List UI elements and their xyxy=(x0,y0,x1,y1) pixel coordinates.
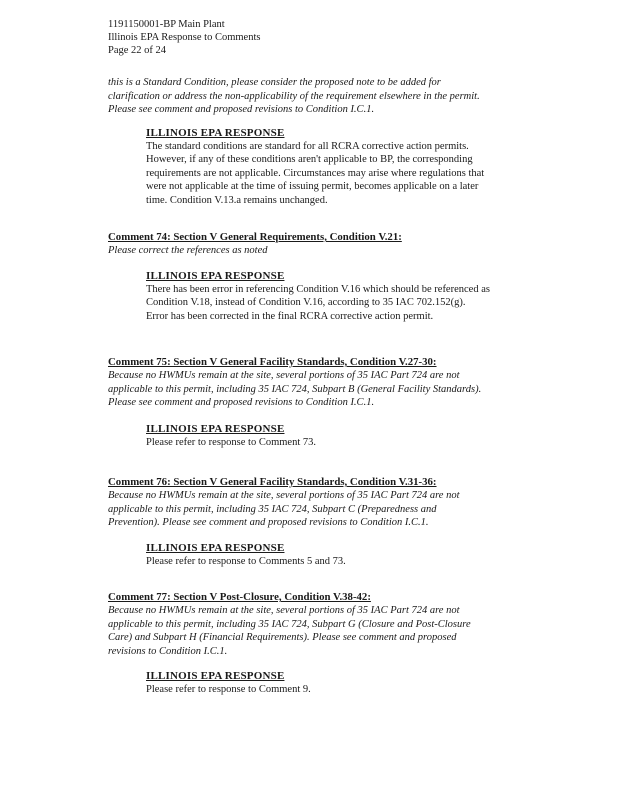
comment-text: this is a Standard Condition, please consider the proposed note to be added for clarification or address the non-applicability of the requirement elsewhere in the permit. Please see comment and proposed revisions to Condition I.C.1. xyxy=(108,77,480,115)
response-text: The standard conditions are standard for all RCRA corrective action permits. However, if any of these conditions aren't applicable to BP, the corresponding requirements are not applicable. Circumstances may arise where regulations that were not applicable at the time of issuing permit, becomes applicable on a later time. Condition V.13.a remains unchanged. xyxy=(146,140,485,206)
comment-74 xyxy=(108,231,558,323)
comment-76 xyxy=(108,476,558,568)
comment-title: Comment 77: Section V Post-Closure, Condition V.38-42: xyxy=(108,591,371,603)
comment-77 xyxy=(108,591,558,697)
response-heading: ILLINOIS EPA RESPONSE xyxy=(146,422,285,435)
comment-title: Comment 76: Section V General Facility Standards, Condition V.31-36: xyxy=(108,476,437,488)
comment-text: Please correct the references as noted xyxy=(108,245,268,256)
epa-response xyxy=(146,670,558,697)
response-heading: ILLINOIS EPA RESPONSE xyxy=(146,126,285,139)
epa-response xyxy=(146,270,558,324)
header-permit-id: 1191150001-BP Main Plant xyxy=(108,19,225,30)
response-heading: ILLINOIS EPA RESPONSE xyxy=(146,269,285,282)
epa-response xyxy=(146,423,558,450)
response-text: Please refer to response to Comment 9. xyxy=(146,684,311,695)
header-doc-title: Illinois EPA Response to Comments xyxy=(108,32,261,43)
page-header xyxy=(108,18,260,57)
response-text: There has been error in referencing Condition V.16 which should be referenced as Condition V.18, instead of Condition V.16, according to 35 IAC 702.152(g). Error has been corrected in the final RCRA corrective action permit. xyxy=(146,283,490,322)
header-page-number: Page 22 of 24 xyxy=(108,45,167,56)
response-heading: ILLINOIS EPA RESPONSE xyxy=(146,670,285,682)
comment-73-continuation xyxy=(108,76,548,207)
response-text: Please refer to response to Comment 73. xyxy=(146,436,316,448)
response-heading: ILLINOIS EPA RESPONSE xyxy=(146,541,285,554)
comment-text: Because no HWMUs remain at the site, several portions of 35 IAC Part 724 are not applicable to this permit, including 35 IAC 724, Subpart C (Preparedness and Prevention). Please see comment and proposed revisions to Condition I.C.1. xyxy=(108,490,460,528)
response-text: Please refer to response to Comments 5 and 73. xyxy=(146,555,346,567)
comment-title: Comment 74: Section V General Requirements, Condition V.21: xyxy=(108,231,402,243)
comment-title: Comment 75: Section V General Facility Standards, Condition V.27-30: xyxy=(108,356,437,368)
comment-75 xyxy=(108,356,558,449)
epa-response xyxy=(146,127,548,208)
comment-text: Because no HWMUs remain at the site, several portions of 35 IAC Part 724 are not applicable to this permit, including 35 IAC 724, Subpart G (Closure and Post-Closure Care) and Subpart H (Financial Requirements). Please see comment and proposed revisions to Condition I.C.1. xyxy=(108,605,471,657)
epa-response xyxy=(146,542,558,569)
comment-text: Because no HWMUs remain at the site, several portions of 35 IAC Part 724 are not applicable to this permit, including 35 IAC 724, Subpart B (General Facility Standards). Please see comment and proposed revisions to Condition I.C.1. xyxy=(108,370,482,408)
